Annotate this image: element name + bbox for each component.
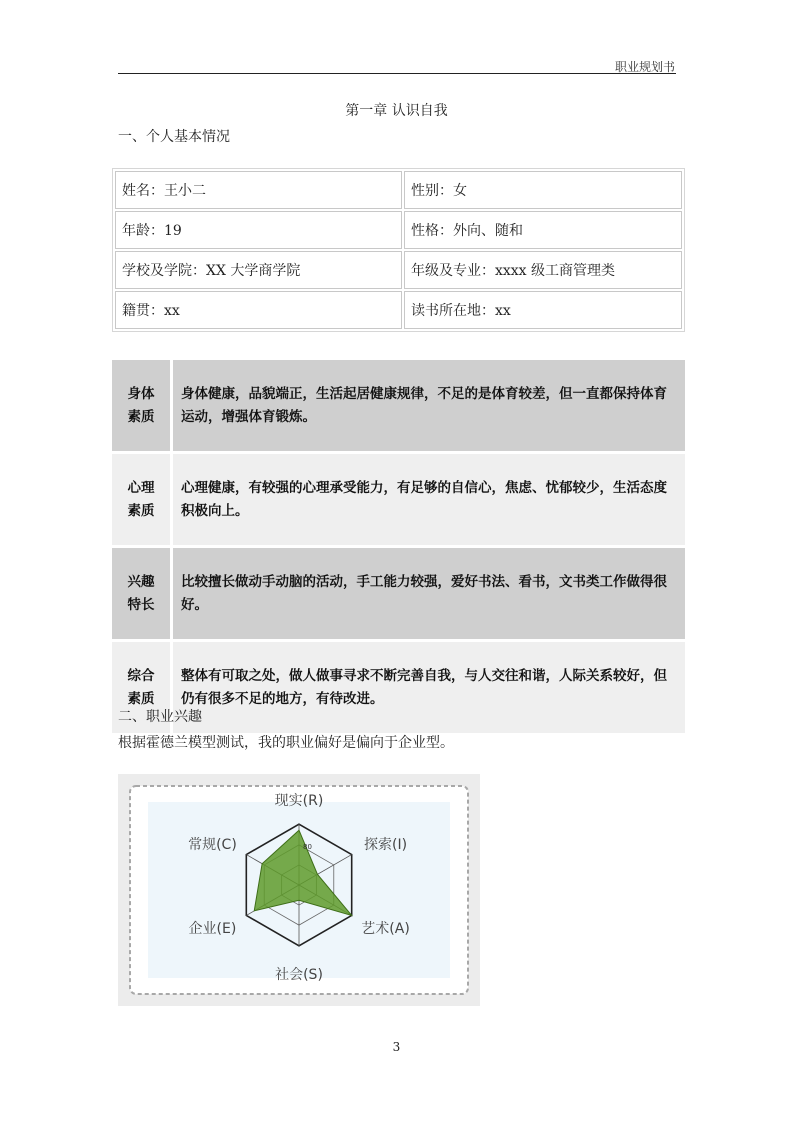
quality-label-line-2: 特长 xyxy=(127,596,155,613)
table-row xyxy=(115,291,682,329)
radar-axis-label: 艺术(A) xyxy=(361,920,410,937)
age-cell: 年龄：19 xyxy=(115,211,402,249)
major-cell: 年级及专业：xxxx 级工商管理类 xyxy=(404,251,682,289)
name-cell: 姓名：王小二 xyxy=(115,171,402,209)
quality-label-line-1: 兴趣 xyxy=(127,573,155,590)
chapter-title: 第一章 认识自我 xyxy=(345,103,448,119)
table-row xyxy=(115,171,682,209)
quality-text: 整体有可取之处，做人做事寻求不断完善自我，与人交往和谐，人际关系较好，但仍有很多不足的地方，有待改进。 xyxy=(173,642,685,733)
table-row xyxy=(112,454,685,545)
table-row xyxy=(115,251,682,289)
quality-text: 比较擅长做动手动脑的活动，手工能力较强，爱好书法、看书，文书类工作做得很好。 xyxy=(173,548,685,639)
career-interest-text: 根据霍德兰模型测试，我的职业偏好是偏向于企业型。 xyxy=(118,735,454,751)
header-divider xyxy=(118,73,676,74)
quality-label xyxy=(112,454,173,545)
basic-info-table xyxy=(112,168,685,332)
hometown-cell: 籍贯：xx xyxy=(115,291,402,329)
quality-text: 身体健康，品貌端正，生活起居健康规律，不足的是体育较差，但一直都保持体育运动，增强体育锻炼。 xyxy=(173,360,685,451)
qualities-table xyxy=(112,357,685,736)
quality-label-line-1: 身体 xyxy=(127,385,155,402)
table-row xyxy=(112,548,685,639)
gender-cell: 性别：女 xyxy=(404,171,682,209)
quality-text: 心理健康，有较强的心理承受能力，有足够的自信心，焦虑、忧郁较少，生活态度积极向上。 xyxy=(173,454,685,545)
radar-scale-label: 80 xyxy=(303,842,312,851)
section-title-career-interest: 二、职业兴趣 xyxy=(118,709,202,725)
quality-label xyxy=(112,548,173,639)
table-row xyxy=(112,360,685,451)
study-location-cell: 读书所在地：xx xyxy=(404,291,682,329)
quality-label-line-1: 综合 xyxy=(127,667,155,684)
radar-axis-label: 常规(C) xyxy=(188,836,237,853)
running-header: 职业规划书 xyxy=(614,60,675,74)
school-cell: 学校及学院：XX 大学商学院 xyxy=(115,251,402,289)
page-number: 3 xyxy=(392,1040,401,1054)
radar-axis-label: 探索(I) xyxy=(364,836,408,853)
quality-label-line-2: 素质 xyxy=(127,408,155,425)
quality-label-line-1: 心理 xyxy=(127,479,155,496)
quality-label xyxy=(112,360,173,451)
radar-axis-label: 社会(S) xyxy=(275,967,323,983)
radar-axis-label: 现实(R) xyxy=(274,793,324,809)
section-title-basic-info: 一、个人基本情况 xyxy=(118,129,230,145)
radar-chart-svg xyxy=(118,774,480,1006)
personality-cell: 性格：外向、随和 xyxy=(404,211,682,249)
quality-label-line-2: 素质 xyxy=(127,502,155,519)
quality-label-line-2: 素质 xyxy=(127,690,155,707)
radar-axis-label: 企业(E) xyxy=(188,920,237,937)
table-row xyxy=(115,211,682,249)
holland-radar-chart xyxy=(118,774,480,1006)
